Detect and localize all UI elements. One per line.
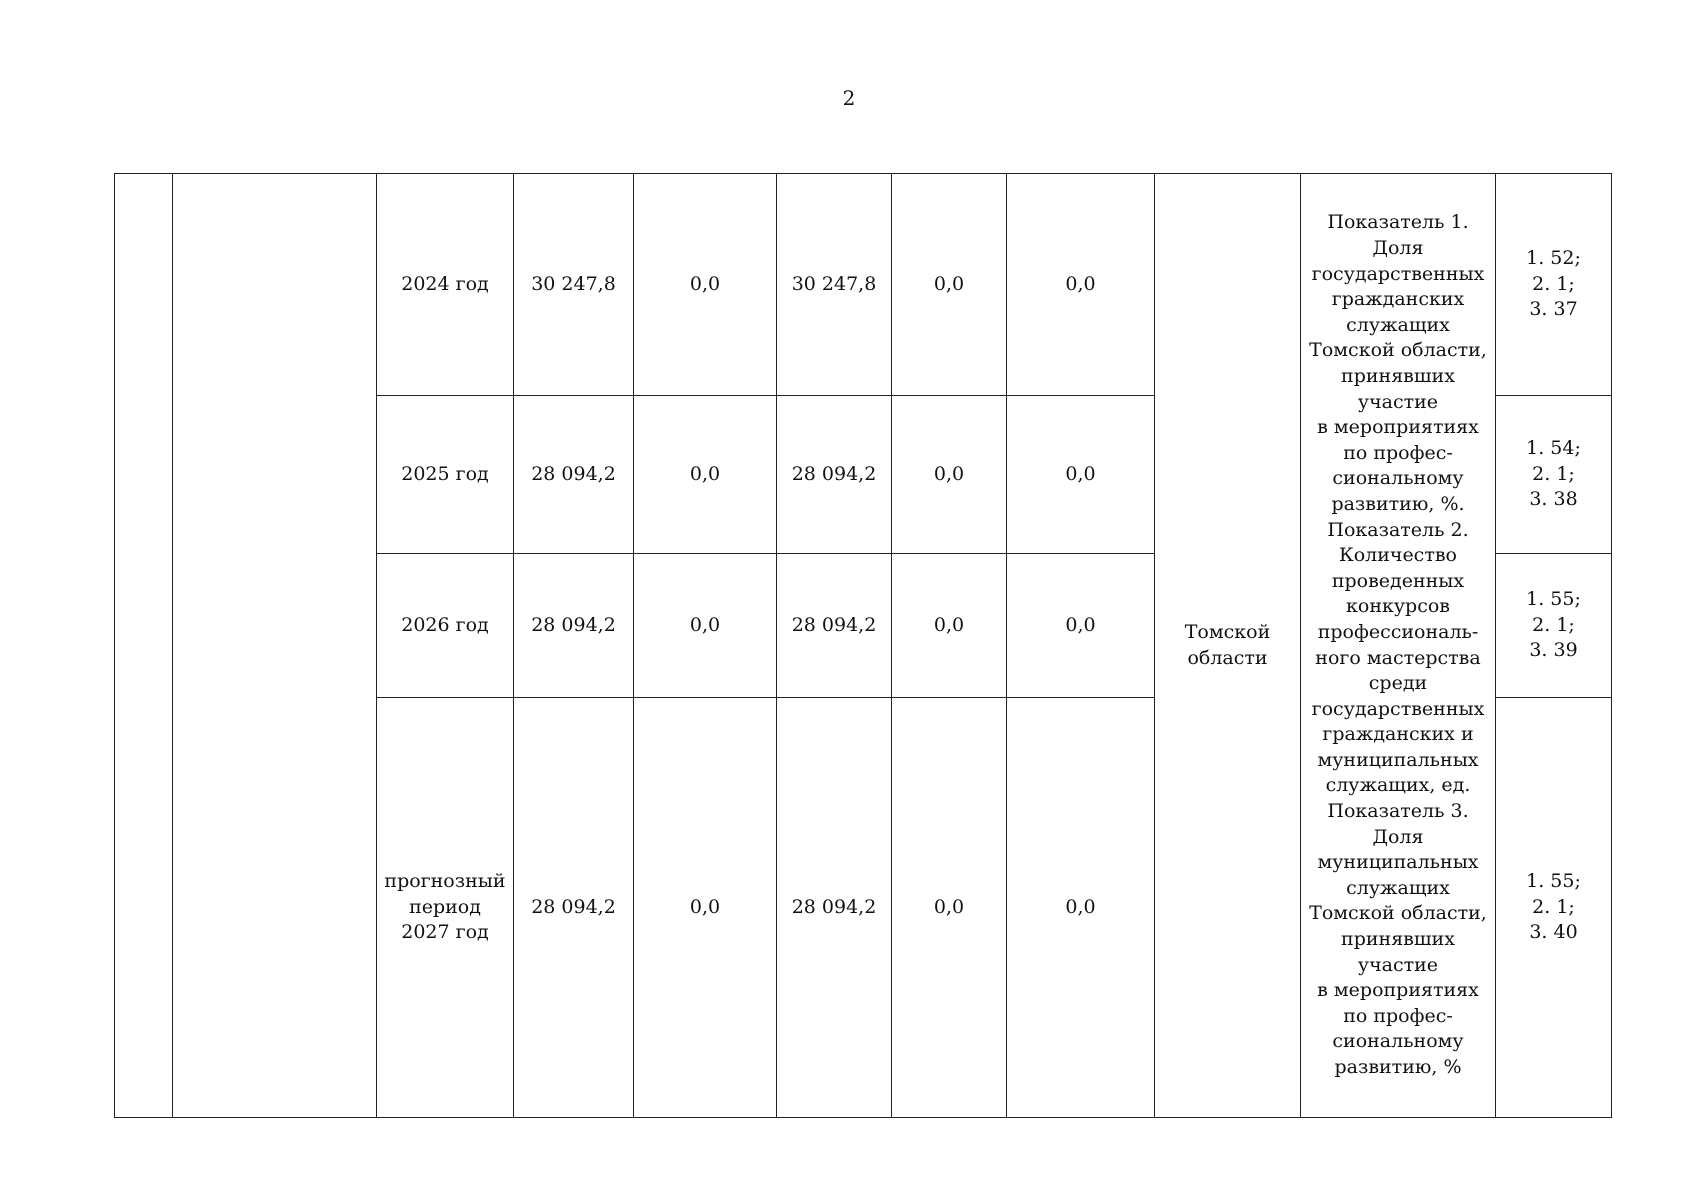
extra-budget-cell: 0,0 <box>1007 396 1155 554</box>
event-name-cell <box>173 174 377 1118</box>
indicator-line: сиональному <box>1332 1030 1464 1053</box>
local-budget-cell: 0,0 <box>892 396 1007 554</box>
regional-budget-cell: 30 247,8 <box>777 174 892 396</box>
indicator-line: служащих, ед. <box>1325 774 1471 797</box>
indicator-line: гражданских и <box>1322 723 1474 746</box>
extra-budget-cell: 0,0 <box>1007 698 1155 1118</box>
indicator-line: Показатель 3. <box>1327 800 1469 823</box>
indicator-line: гражданских <box>1331 288 1465 311</box>
period-cell: 2024 год <box>377 174 514 396</box>
executor-line: Томской <box>1184 620 1271 643</box>
indicator-line: служащих <box>1346 876 1450 899</box>
extra-budget-cell: 0,0 <box>1007 554 1155 698</box>
indicator-line: государственных <box>1311 262 1485 285</box>
indicators-cell <box>1301 174 1496 1118</box>
page-number: 2 <box>842 86 856 110</box>
indicator-line: государственных <box>1311 697 1485 720</box>
total-cell: 28 094,2 <box>514 698 634 1118</box>
indicator-line: Показатель 1. <box>1327 211 1469 234</box>
indicator-line: ного мастерства <box>1315 646 1481 669</box>
indicator-line: Доля <box>1372 237 1424 259</box>
total-cell: 28 094,2 <box>514 396 634 554</box>
indicator-line: муниципальных <box>1317 851 1479 874</box>
number-cell <box>115 174 173 1118</box>
indicator-line: в мероприятиях <box>1317 416 1479 439</box>
total-cell: 30 247,8 <box>514 174 634 396</box>
indicator-line: конкурсов <box>1346 595 1450 618</box>
indicator-values-cell: 1. 55; 2. 1; 3. 40 <box>1496 698 1612 1118</box>
total-cell: 28 094,2 <box>514 554 634 698</box>
local-budget-cell: 0,0 <box>892 698 1007 1118</box>
regional-budget-cell: 28 094,2 <box>777 554 892 698</box>
indicator-line: профессиональ- <box>1317 620 1479 643</box>
indicator-line: по профес- <box>1343 1004 1453 1027</box>
federal-budget-cell: 0,0 <box>634 174 777 396</box>
indicator-line: участие <box>1357 953 1439 976</box>
federal-budget-cell: 0,0 <box>634 554 777 698</box>
indicator-line: развитию, %. <box>1331 492 1465 515</box>
funding-table <box>114 173 1612 1118</box>
local-budget-cell: 0,0 <box>892 174 1007 396</box>
indicator-line: развитию, % <box>1334 1056 1462 1078</box>
executor-line: области <box>1187 646 1268 669</box>
indicator-line: Показатель 2. <box>1327 518 1469 541</box>
period-cell: 2026 год <box>377 554 514 698</box>
indicator-line: принявших <box>1341 364 1455 387</box>
indicator-line: в мероприятиях <box>1317 979 1479 1002</box>
regional-budget-cell: 28 094,2 <box>777 698 892 1118</box>
indicator-line: участие <box>1357 390 1439 413</box>
indicator-line: служащих <box>1346 313 1450 336</box>
extra-budget-cell: 0,0 <box>1007 174 1155 396</box>
indicator-values-cell: 1. 52; 2. 1; 3. 37 <box>1496 174 1612 396</box>
local-budget-cell: 0,0 <box>892 554 1007 698</box>
indicator-line: Доля <box>1372 825 1424 848</box>
federal-budget-cell: 0,0 <box>634 698 777 1118</box>
indicator-line: муниципальных <box>1317 748 1479 771</box>
indicator-line: принявших <box>1341 928 1455 951</box>
indicator-line: Количество <box>1339 544 1457 567</box>
regional-budget-cell: 28 094,2 <box>777 396 892 554</box>
indicator-values-cell: 1. 55; 2. 1; 3. 39 <box>1496 554 1612 698</box>
indicator-line: среди <box>1368 672 1428 695</box>
table-row <box>115 174 1612 396</box>
indicator-line: Томской области, <box>1309 339 1487 362</box>
indicator-line: проведенных <box>1331 569 1465 592</box>
period-cell: прогнозный период 2027 год <box>377 698 514 1118</box>
period-cell: 2025 год <box>377 396 514 554</box>
federal-budget-cell: 0,0 <box>634 396 777 554</box>
indicator-line: Томской области, <box>1309 902 1487 925</box>
indicator-values-cell: 1. 54; 2. 1; 3. 38 <box>1496 396 1612 554</box>
executor-cell <box>1155 174 1301 1118</box>
indicator-line: сиональному <box>1332 467 1464 490</box>
indicator-line: по профес- <box>1343 441 1453 464</box>
